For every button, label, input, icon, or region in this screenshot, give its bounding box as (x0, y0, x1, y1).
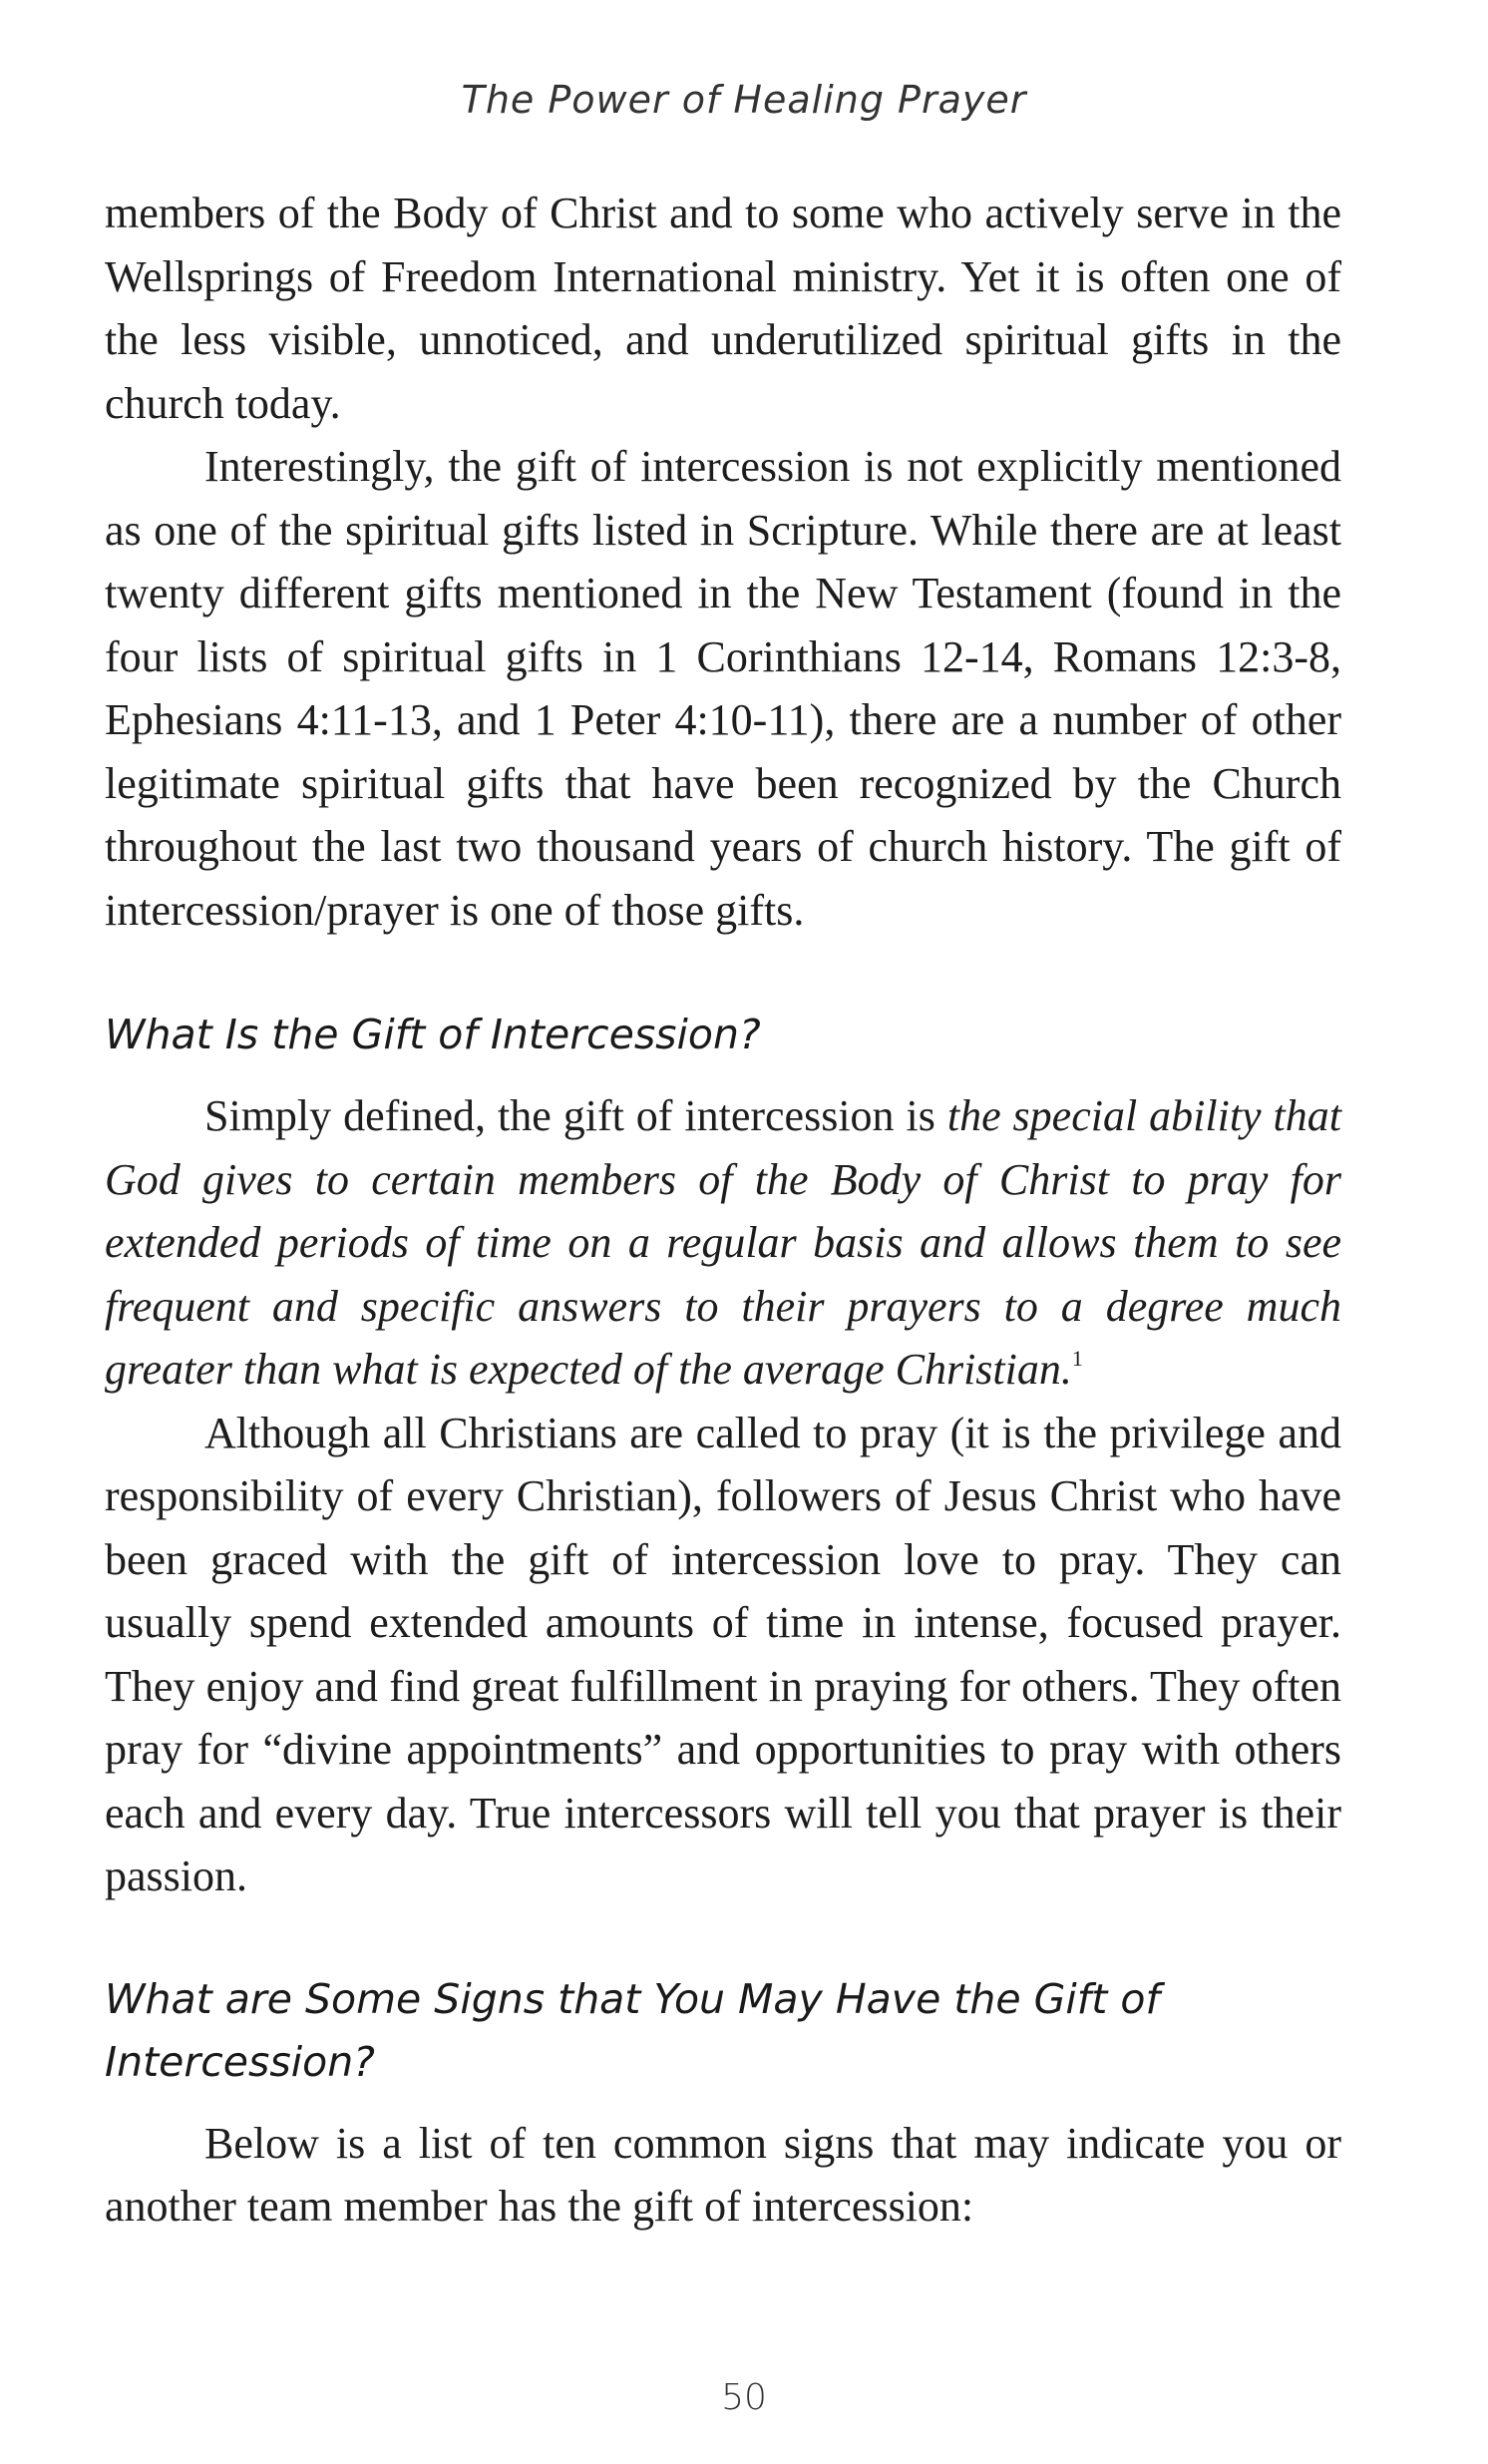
section-heading-signs: What are Some Signs that You May Have the Gift of Intercession? (105, 1974, 1160, 2086)
paragraph-continuation: members of the Body of Christ and to some who actively serve in the Wellsprings of Freedom International ministry. Yet it is often one of the less visible, unnoticed, and underutilized spiritual gifts in the church today. (105, 189, 1341, 428)
page-number: 50 (721, 2377, 767, 2418)
paragraph-interestingly: Interestingly, the gift of intercession is not explicitly mentioned as one of the spiritual gifts listed in Scripture. While there are at least twenty different gifts mentioned in the New Testament (found in the four lists of spiritual gifts in 1 Corinthians 12-14, Romans 12:3-8, Ephesians 4:11-13, and 1 Peter 4:10-11), there are a number of other legitimate spiritual gifts that have been recognized by the Church throughout the last two thousand years of church history. The gift of intercession/prayer is one of those gifts. (105, 442, 1341, 935)
footnote-marker: 1 (1071, 1346, 1083, 1371)
definition-italic: the special ability that God gives to certain members of the Body of Christ to pray for extended periods of time on a regular basis and allows them to see frequent and specific answers to their prayers to a degree much greater than what is expected of the average Christian. (105, 1091, 1341, 1394)
section-heading-what-is: What Is the Gift of Intercession? (105, 1011, 761, 1058)
definition-lead: Simply defined, the gift of intercession is (204, 1091, 947, 1140)
paragraph-definition (105, 1084, 1341, 1402)
paragraph-although: Although all Christians are called to pray (it is the privilege and responsibility of every Christian), followers of Jesus Christ who have been graced with the gift of intercession love to pray. They can usually spend extended amounts of time in intense, focused prayer. They enjoy and find great fulfillment in praying for others. They often pray for “divine appointments” and opportunities to pray with others each and every day. True intercessors will tell you that prayer is their passion. (105, 1408, 1341, 1900)
paragraph-below-list: Below is a list of ten common signs that may indicate you or another team member has the gift of intercession: (105, 2118, 1341, 2231)
running-head-title: The Power of Healing Prayer (461, 78, 1027, 122)
page-body (105, 182, 1341, 2239)
